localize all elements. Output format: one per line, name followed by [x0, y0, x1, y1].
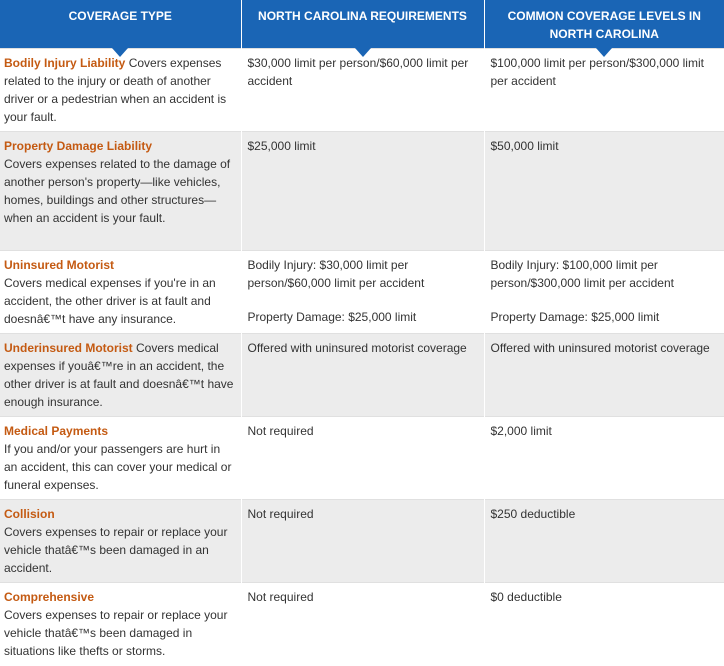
requirement-text: Not required: [247, 423, 314, 438]
coverage-type-name: Bodily Injury Liability: [4, 55, 129, 70]
coverage-type-cell: [0, 333, 241, 416]
table-row: [0, 416, 724, 499]
requirement-text: $25,000 limit: [247, 138, 316, 153]
header-nc-requirements: [241, 0, 484, 48]
common-level-text: Offered with uninsured motorist coverage: [490, 340, 710, 355]
common-level-text-secondary: Property Damage: $25,000 limit: [490, 309, 660, 324]
requirement-text: $30,000 limit per person/$60,000 limit per accident: [247, 55, 469, 88]
requirement-cell: [241, 48, 484, 131]
coverage-type-description: If you and/or your passengers are hurt in an accident, this can cover your medical or funeral expenses.: [4, 441, 232, 492]
coverage-type-cell: [0, 131, 241, 250]
header-coverage-type: [0, 0, 241, 48]
common-level-text: $0 deductible: [490, 589, 562, 604]
common-level-text: $100,000 limit per person/$300,000 limit per accident: [490, 55, 704, 88]
requirement-cell: [241, 499, 484, 582]
table-row: [0, 582, 724, 665]
common-level-cell: [484, 333, 724, 416]
requirement-cell: [241, 333, 484, 416]
coverage-type-name: Property Damage Liability: [4, 138, 153, 153]
common-level-cell: [484, 582, 724, 665]
common-level-cell: [484, 131, 724, 250]
coverage-type-name: Collision: [4, 506, 55, 521]
requirement-cell: [241, 250, 484, 333]
common-level-text: $250 deductible: [490, 506, 576, 521]
common-level-cell: [484, 250, 724, 333]
common-level-cell: [484, 499, 724, 582]
coverage-type-description: Covers expenses related to the damage of another person's property—like vehicles, homes, buildings and other structures—when an accident is your fault.: [4, 156, 231, 225]
requirement-text: Bodily Injury: $30,000 limit per person/$60,000 limit per accident: [247, 257, 425, 290]
common-level-text: Bodily Injury: $100,000 limit per person/$300,000 limit per accident: [490, 257, 674, 290]
coverage-type-cell: [0, 48, 241, 131]
coverage-type-description: Covers expenses to repair or replace your vehicle thatâ€™s been damaged in an accident.: [4, 524, 228, 575]
coverage-type-description: Covers expenses related to the injury or death of another driver or a pedestrian when an accident is your fault.: [4, 55, 227, 124]
header-pointer-icon: [596, 48, 612, 57]
header-coverage-type-label: COVERAGE TYPE: [68, 9, 172, 23]
common-level-text: $50,000 limit: [490, 138, 559, 153]
table-body: [0, 48, 724, 665]
common-level-cell: [484, 416, 724, 499]
requirement-text: Not required: [247, 589, 314, 604]
coverage-type-description: Covers expenses to repair or replace your vehicle thatâ€™s been damaged in situations like thefts or storms.: [4, 607, 228, 658]
header-common-levels: [484, 0, 724, 48]
coverage-type-cell: [0, 416, 241, 499]
table-row: [0, 131, 724, 250]
requirement-text: Offered with uninsured motorist coverage: [247, 340, 467, 355]
common-level-text: $2,000 limit: [490, 423, 552, 438]
header-common-levels-label: COMMON COVERAGE LEVELS IN NORTH CAROLINA: [507, 9, 701, 41]
coverage-type-description: Covers medical expenses if you're in an accident, the other driver is at fault and doesnâ€™t have any insurance.: [4, 275, 216, 326]
table-row: [0, 250, 724, 333]
table-header: [0, 0, 724, 48]
header-pointer-icon: [112, 48, 128, 57]
coverage-type-cell: [0, 499, 241, 582]
coverage-type-description: Covers medical expenses if youâ€™re in an accident, the other driver is at fault and doesnâ€™t have enough insurance.: [4, 340, 234, 409]
requirement-text: Not required: [247, 506, 314, 521]
table-row: [0, 48, 724, 131]
requirement-cell: [241, 131, 484, 250]
common-level-cell: [484, 48, 724, 131]
table-row: [0, 499, 724, 582]
table-row: [0, 333, 724, 416]
requirement-text-secondary: Property Damage: $25,000 limit: [247, 309, 417, 324]
coverage-type-name: Comprehensive: [4, 589, 95, 604]
coverage-type-cell: [0, 582, 241, 665]
coverage-type-cell: [0, 250, 241, 333]
header-pointer-icon: [355, 48, 371, 57]
coverage-type-name: Uninsured Motorist: [4, 257, 114, 272]
coverage-type-name: Medical Payments: [4, 423, 109, 438]
requirement-cell: [241, 582, 484, 665]
header-nc-requirements-label: NORTH CAROLINA REQUIREMENTS: [258, 9, 467, 23]
coverage-type-name: Underinsured Motorist: [4, 340, 137, 355]
requirement-cell: [241, 416, 484, 499]
